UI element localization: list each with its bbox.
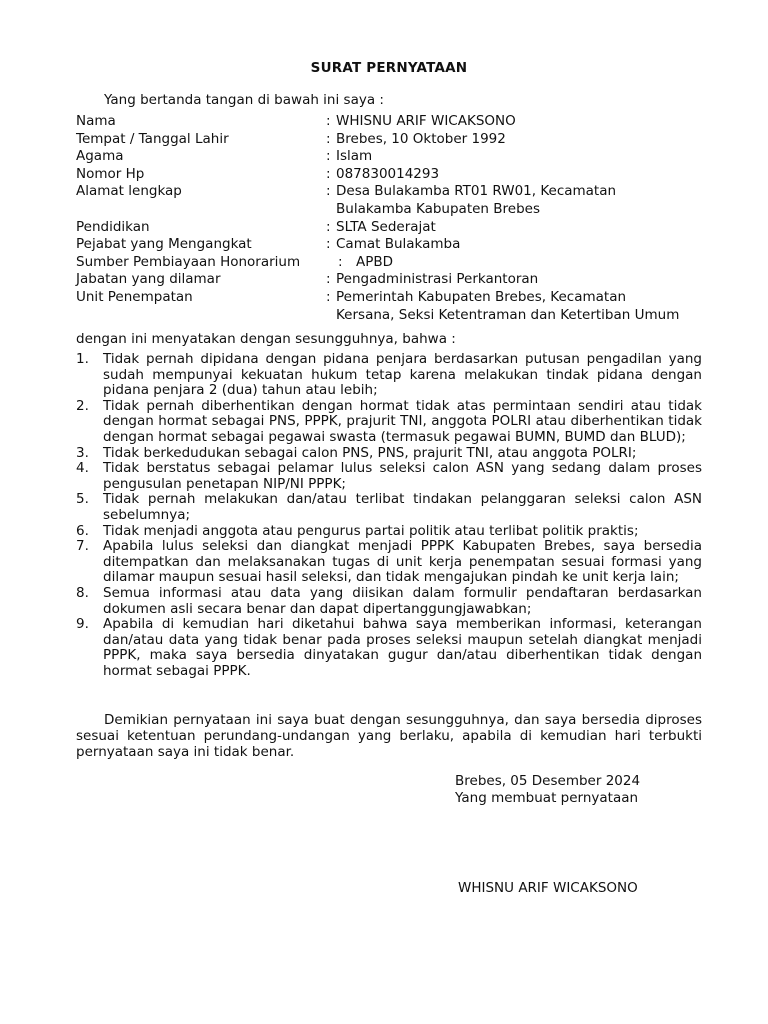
identity-label: Jabatan yang dilamar [76,271,221,288]
colon: : [326,183,331,200]
identity-value: Desa Bulakamba RT01 RW01, Kecamatan Bulakamba Kabupaten Brebes [336,183,617,217]
identity-value: APBD [356,253,394,270]
statement-points [76,352,702,679]
statement-point: 7. Apabila lulus seleksi dan diangkat menjadi PPPK Kabupaten Brebes, saya bersedia ditempatkan dan melaksanakan tugas di unit kerja penempatan sesuai formasi yang dilamar maupun sesuai hasil seleksi, dan tidak mengajukan pindah ke unit kerja lain; [76,538,702,586]
identity-row-address [76,183,726,218]
signature-role: Yang membuat pernyataan [455,790,639,806]
statement-point: 9. Apabila di kemudian hari diketahui bahwa saya memberikan informasi, keterangan dan/atau data yang tidak benar pada proses seleksi maupun setelah diangkat menjadi PPPK, maka saya bersedia dinyatakan gugur dan/atau diberhentikan tidak dengan hormat sebagai PPPK. [76,616,702,679]
identity-label: Pejabat yang Mengangkat [76,236,252,253]
identity-row-position [76,271,726,289]
identity-row-name [76,113,726,131]
colon: : [326,218,331,235]
identity-label: Nomor Hp [76,165,145,182]
signer-name: WHISNU ARIF WICAKSONO [458,880,638,896]
identity-label: Agama [76,148,124,165]
identity-row-funding [76,254,726,272]
identity-row-phone [76,166,726,184]
closing-paragraph: Demikian pernyataan ini saya buat dengan sesungguhnya, dan saya bersedia diproses sesuai ketentuan perundang-undangan yang berlaku, apabila di kemudian hari terbukti pernyataan saya ini tidak benar. [76,712,702,760]
statement-point: 4. Tidak berstatus sebagai pelamar lulus seleksi calon ASN yang sedang dalam proses pengusulan penetapan NIP/NI PPPK; [76,460,702,492]
identity-label: Alamat lengkap [76,183,182,200]
identity-value: SLTA Sederajat [336,218,436,235]
identity-value: Brebes, 10 Oktober 1992 [336,130,506,147]
identity-row-placement-unit [76,289,726,324]
identity-value: Pengadministrasi Perkantoran [336,271,539,288]
identity-label: Sumber Pembiayaan Honorarium [76,253,301,270]
identity-row-education [76,219,726,237]
signature-place-date: Brebes, 05 Desember 2024 [455,773,641,789]
colon: : [326,148,331,165]
identity-label: Pendidikan [76,218,150,235]
signature-block [455,773,640,807]
identity-row-birth [76,131,726,149]
colon: : [326,288,331,305]
identity-label: Nama [76,113,116,129]
identity-label: Tempat / Tanggal Lahir [76,130,229,147]
statement-point: 8. Semua informasi atau data yang diisikan dalam formulir pendaftaran berdasarkan dokumen asli secara benar dan dapat dipertanggungjawabkan; [76,584,702,617]
colon: : [338,253,343,270]
identity-table [76,113,726,324]
identity-value: Camat Bulakamba [336,236,461,253]
identity-value: 087830014293 [336,165,440,182]
colon: : [326,165,331,182]
statement-point: 3. Tidak berkedudukan sebagai calon PNS, PNS, prajurit TNI, atau anggota POLRI; [76,444,637,461]
colon: : [326,236,331,253]
statement-point: 5. Tidak pernah melakukan dan/atau terlibat tindakan pelanggaran seleksi calon ASN sebelumnya; [76,491,702,523]
statement-intro: dengan ini menyatakan dengan sesungguhnya, bahwa : [76,331,456,347]
statement-point: 1. Tidak pernah dipidana dengan pidana penjara berdasarkan putusan pengadilan yang sudah mempunyai kekuatan hukum tetap karena melakukan tindak pidana dengan pidana penjara 2 (dua) tahun atau lebih; [76,351,702,399]
identity-value: Islam [336,148,373,165]
colon: : [326,113,331,129]
identity-label: Unit Penempatan [76,288,193,305]
opening-line: Yang bertanda tangan di bawah ini saya : [104,92,384,108]
document-title: SURAT PERNYATAAN [310,60,468,76]
identity-value: WHISNU ARIF WICAKSONO [336,113,516,129]
colon: : [326,271,331,288]
identity-row-appointing-official [76,236,726,254]
identity-value: Pemerintah Kabupaten Brebes, Kecamatan Kersana, Seksi Ketentraman dan Ketertiban Umum [336,288,680,323]
colon: : [326,130,331,147]
identity-row-religion [76,148,726,166]
statement-point: 2. Tidak pernah diberhentikan dengan hormat tidak atas permintaan sendiri atau tidak dengan hormat sebagai PNS, PPPK, prajurit TNI, anggota POLRI atau diberhentikan tidak dengan hormat sebagai pegawai swasta (termasuk pegawai BUMN, BUMD dan BLUD); [76,397,702,445]
statement-point: 6. Tidak menjadi anggota atau pengurus partai politik atau terlibat politik praktis; [76,522,639,539]
